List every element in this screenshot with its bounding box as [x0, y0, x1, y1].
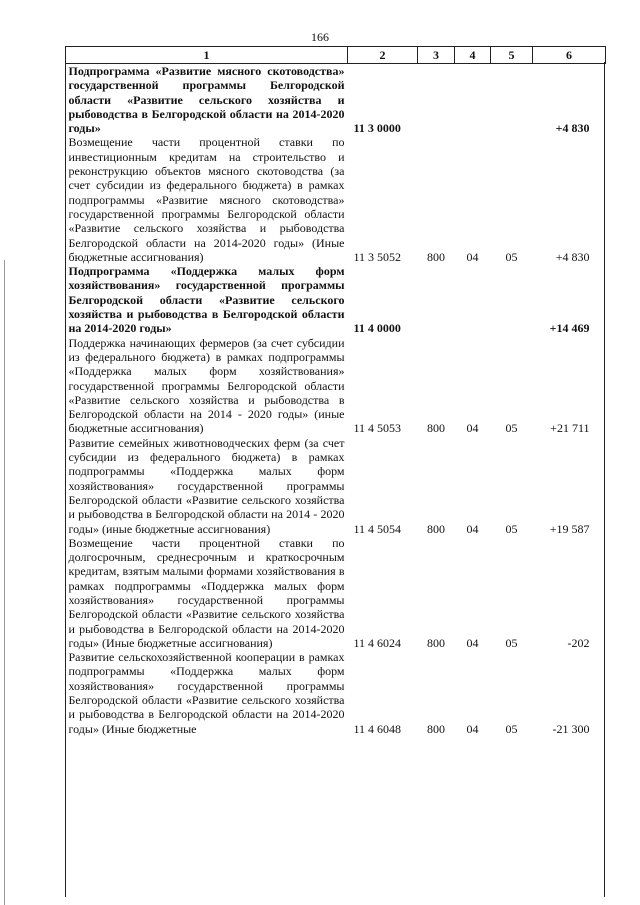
row-code: 11 4 6024 [353, 635, 402, 650]
row-section [455, 264, 491, 335]
row-section: 04 [466, 721, 479, 736]
row-section: 04 [466, 635, 479, 650]
row-type: 800 [427, 721, 445, 736]
row-code: 11 4 0000 [353, 321, 401, 336]
row-type [418, 64, 455, 136]
row-amount: -21 300 [552, 721, 590, 736]
row-type: 800 [427, 249, 445, 264]
row-type: 800 [427, 635, 445, 650]
row-amount: +4 830 [555, 249, 590, 264]
row-subsection: 05 [505, 521, 518, 536]
header-col-3: 3 [418, 47, 455, 64]
header-col-5: 5 [491, 47, 533, 64]
header-col-6: 6 [533, 47, 606, 64]
row-amount: +14 469 [549, 321, 590, 336]
header-row [66, 47, 606, 64]
table-row [66, 264, 606, 335]
row-amount: +21 711 [550, 421, 590, 436]
row-subsection: 05 [505, 421, 518, 436]
page-number: 166 [311, 30, 329, 44]
table-row [66, 436, 606, 536]
table-row [66, 64, 606, 136]
row-section [455, 64, 491, 136]
budget-table [65, 46, 606, 736]
row-description: Развитие сельскохозяйственной кооперации в рамках подпрограммы «Поддержка малых форм хозяйствования» государственной программы Белгородской области «Развитие сельского хозяйства и рыбоводства в Белгородской области на 2014-2020 годы» (Иные бюджетные [68, 650, 345, 736]
table-row [66, 135, 606, 264]
row-description: Поддержка начинающих фермеров (за счет субсидии из федерального бюджета) в рамках подпрограммы «Поддержка малых форм хозяйствования» государственной программы Белгородской области «Развитие сельского хозяйства и рыбоводства в Белгородской области на 2014 - 2020 годы» (иные бюджетные ассигнования) [68, 335, 345, 436]
table-row [66, 650, 606, 736]
row-amount: +19 587 [549, 521, 590, 536]
row-section: 04 [466, 521, 479, 536]
row-description: Возмещение части процентной ставки по долгосрочным, среднесрочным и краткосрочным кредитам, взятым малыми формами хозяйствования в рамках подпрограммы «Поддержка малых форм хозяйствования» государственной программы Белгородской области «Развитие сельского хозяйства и рыбоводства в Белгородской области на 2014-2020 годы» (Иные бюджетные ассигнования) [68, 535, 345, 650]
row-description: Подпрограмма «Поддержка малых форм хозяйствования» государственной программы Белгородской области «Развитие сельского хозяйства и рыбоводства в Белгородской области на 2014-2020 годы» [68, 264, 345, 336]
row-type: 800 [427, 521, 445, 536]
row-subsection [491, 264, 533, 335]
header-col-1: 1 [66, 47, 348, 64]
row-amount: +4 830 [555, 121, 590, 136]
row-code: 11 3 0000 [353, 121, 401, 136]
row-amount: -202 [567, 635, 590, 650]
header-col-2: 2 [348, 47, 418, 64]
table-right-border [604, 62, 605, 897]
row-code: 11 4 6048 [353, 721, 402, 736]
row-code: 11 3 5052 [353, 249, 402, 264]
row-section: 04 [466, 249, 479, 264]
row-subsection: 05 [505, 635, 518, 650]
scan-edge-line [4, 260, 5, 905]
row-subsection: 05 [505, 249, 518, 264]
header-col-4: 4 [455, 47, 491, 64]
row-subsection [491, 64, 533, 136]
row-description: Подпрограмма «Развитие мясного скотоводства» государственной программы Белгородской области «Развитие сельского хозяйства и рыбоводства в Белгородской области на 2014-2020 годы» [68, 64, 345, 136]
row-description: Возмещение части процентной ставки по инвестиционным кредитам на строительство и реконструкцию объектов мясного скотоводства (за счет субсидии из федерального бюджета) в рамках подпрограммы «Развитие мясного скотоводства» государственной программы Белгородской области «Развитие сельского хозяйства и рыбоводства Белгородской области на 2014-2020 годы» (Иные бюджетные ассигнования) [68, 135, 345, 264]
row-code: 11 4 5053 [353, 421, 402, 436]
row-description: Развитие семейных животноводческих ферм (за счет субсидии из федерального бюджета) в рамках подпрограммы «Поддержка малых форм хозяйствования» государственной программы Белгородской области «Развитие сельского хозяйства и рыбоводства в Белгородской области на 2014 - 2020 годы» (иные бюджетные ассигнования) [68, 435, 345, 536]
row-code: 11 4 5054 [353, 521, 402, 536]
table-row [66, 536, 606, 650]
row-section: 04 [466, 421, 479, 436]
table-row [66, 336, 606, 436]
row-type [418, 264, 455, 335]
row-type: 800 [427, 421, 445, 436]
table-left-border [65, 62, 66, 897]
row-subsection: 05 [505, 721, 518, 736]
